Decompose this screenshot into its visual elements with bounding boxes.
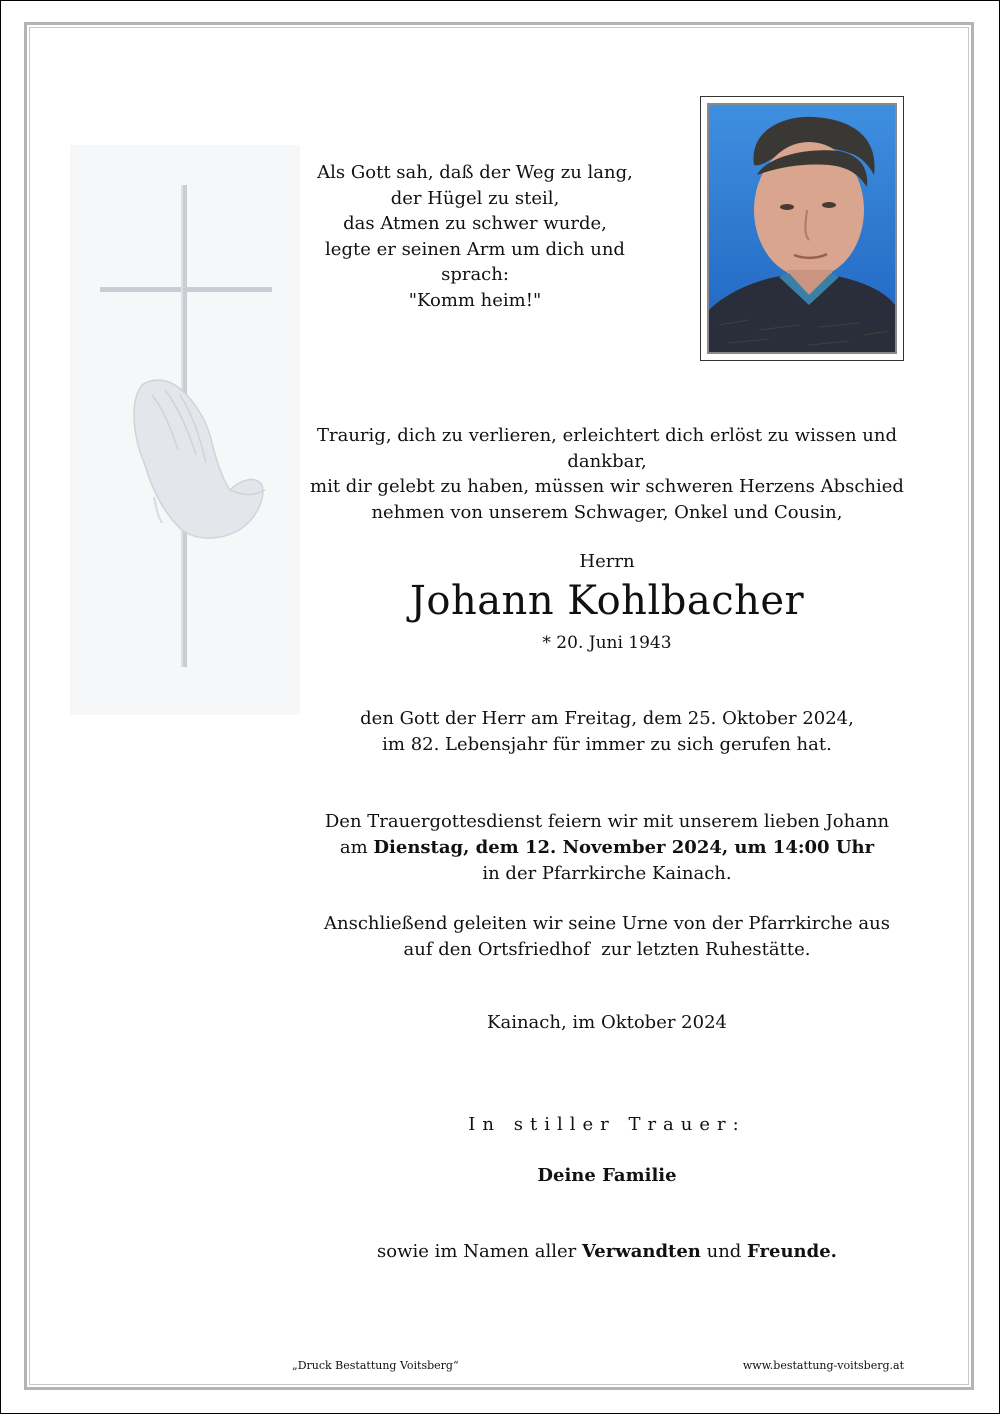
intro-line: mit dir gelebt zu haben, müssen wir schweren Herzens Abschied — [310, 476, 904, 497]
poem-line: der Hügel zu steil, — [390, 187, 560, 209]
poem-line: das Atmen zu schwer wurde, — [343, 213, 607, 234]
relatives-bold: Verwandten — [581, 1241, 701, 1262]
relatives-prefix: sowie im Namen aller — [377, 1241, 582, 1262]
intro-text — [290, 423, 924, 525]
salutation: Herrn — [579, 551, 635, 572]
service-line: in der Pfarrkirche Kainach. — [482, 863, 732, 884]
portrait-photo — [707, 103, 897, 354]
service-date: Dienstag, dem 12. November 2024, um 14:00 Uhr — [373, 837, 875, 858]
burial-line: auf den Ortsfriedhof zur letzten Ruhestätte. — [403, 939, 811, 960]
birth-date: * 20. Juni 1943 — [542, 633, 672, 653]
death-line: im 82. Lebensjahr für immer zu sich gerufen hat. — [382, 734, 832, 755]
intro-line: Traurig, dich zu verlieren, erleichtert dich erlöst zu wissen und dankbar, — [317, 425, 897, 472]
relatives-line — [307, 1241, 907, 1262]
portrait-frame — [700, 96, 904, 361]
death-notice — [307, 706, 907, 758]
printer-credit: „Druck Bestattung Voitsberg“ — [292, 1359, 459, 1372]
service-prefix: am — [339, 837, 374, 858]
burial-line: Anschließend geleiten wir seine Urne von der Pfarrkirche aus — [324, 913, 890, 934]
death-line: den Gott der Herr am Freitag, dem 25. Oktober 2024, — [360, 708, 854, 729]
website-link[interactable]: www.bestattung-voitsberg.at — [742, 1359, 904, 1372]
deceased-name: Johann Kohlbacher — [409, 578, 805, 624]
family-signature: Deine Familie — [537, 1165, 677, 1186]
service-date-line — [307, 835, 907, 861]
cross-with-praying-hands-icon — [70, 145, 300, 715]
friends-bold: Freunde. — [747, 1241, 837, 1262]
service-info — [307, 809, 907, 887]
place-date: Kainach, im Oktober 2024 — [487, 1012, 727, 1033]
poem — [300, 160, 650, 313]
poem-line: Als Gott sah, daß der Weg zu lang, — [317, 162, 633, 183]
relatives-middle: und — [700, 1241, 748, 1262]
intro-line: nehmen von unserem Schwager, Onkel und Cousin, — [371, 501, 843, 523]
burial-info — [307, 911, 907, 963]
service-line: Den Trauergottesdienst feiern wir mit unserem lieben Johann — [324, 811, 890, 832]
poem-line: "Komm heim!" — [408, 289, 542, 311]
mourning-heading: In stiller Trauer: — [468, 1114, 746, 1135]
poem-line: legte er seinen Arm um dich und sprach: — [325, 238, 625, 285]
